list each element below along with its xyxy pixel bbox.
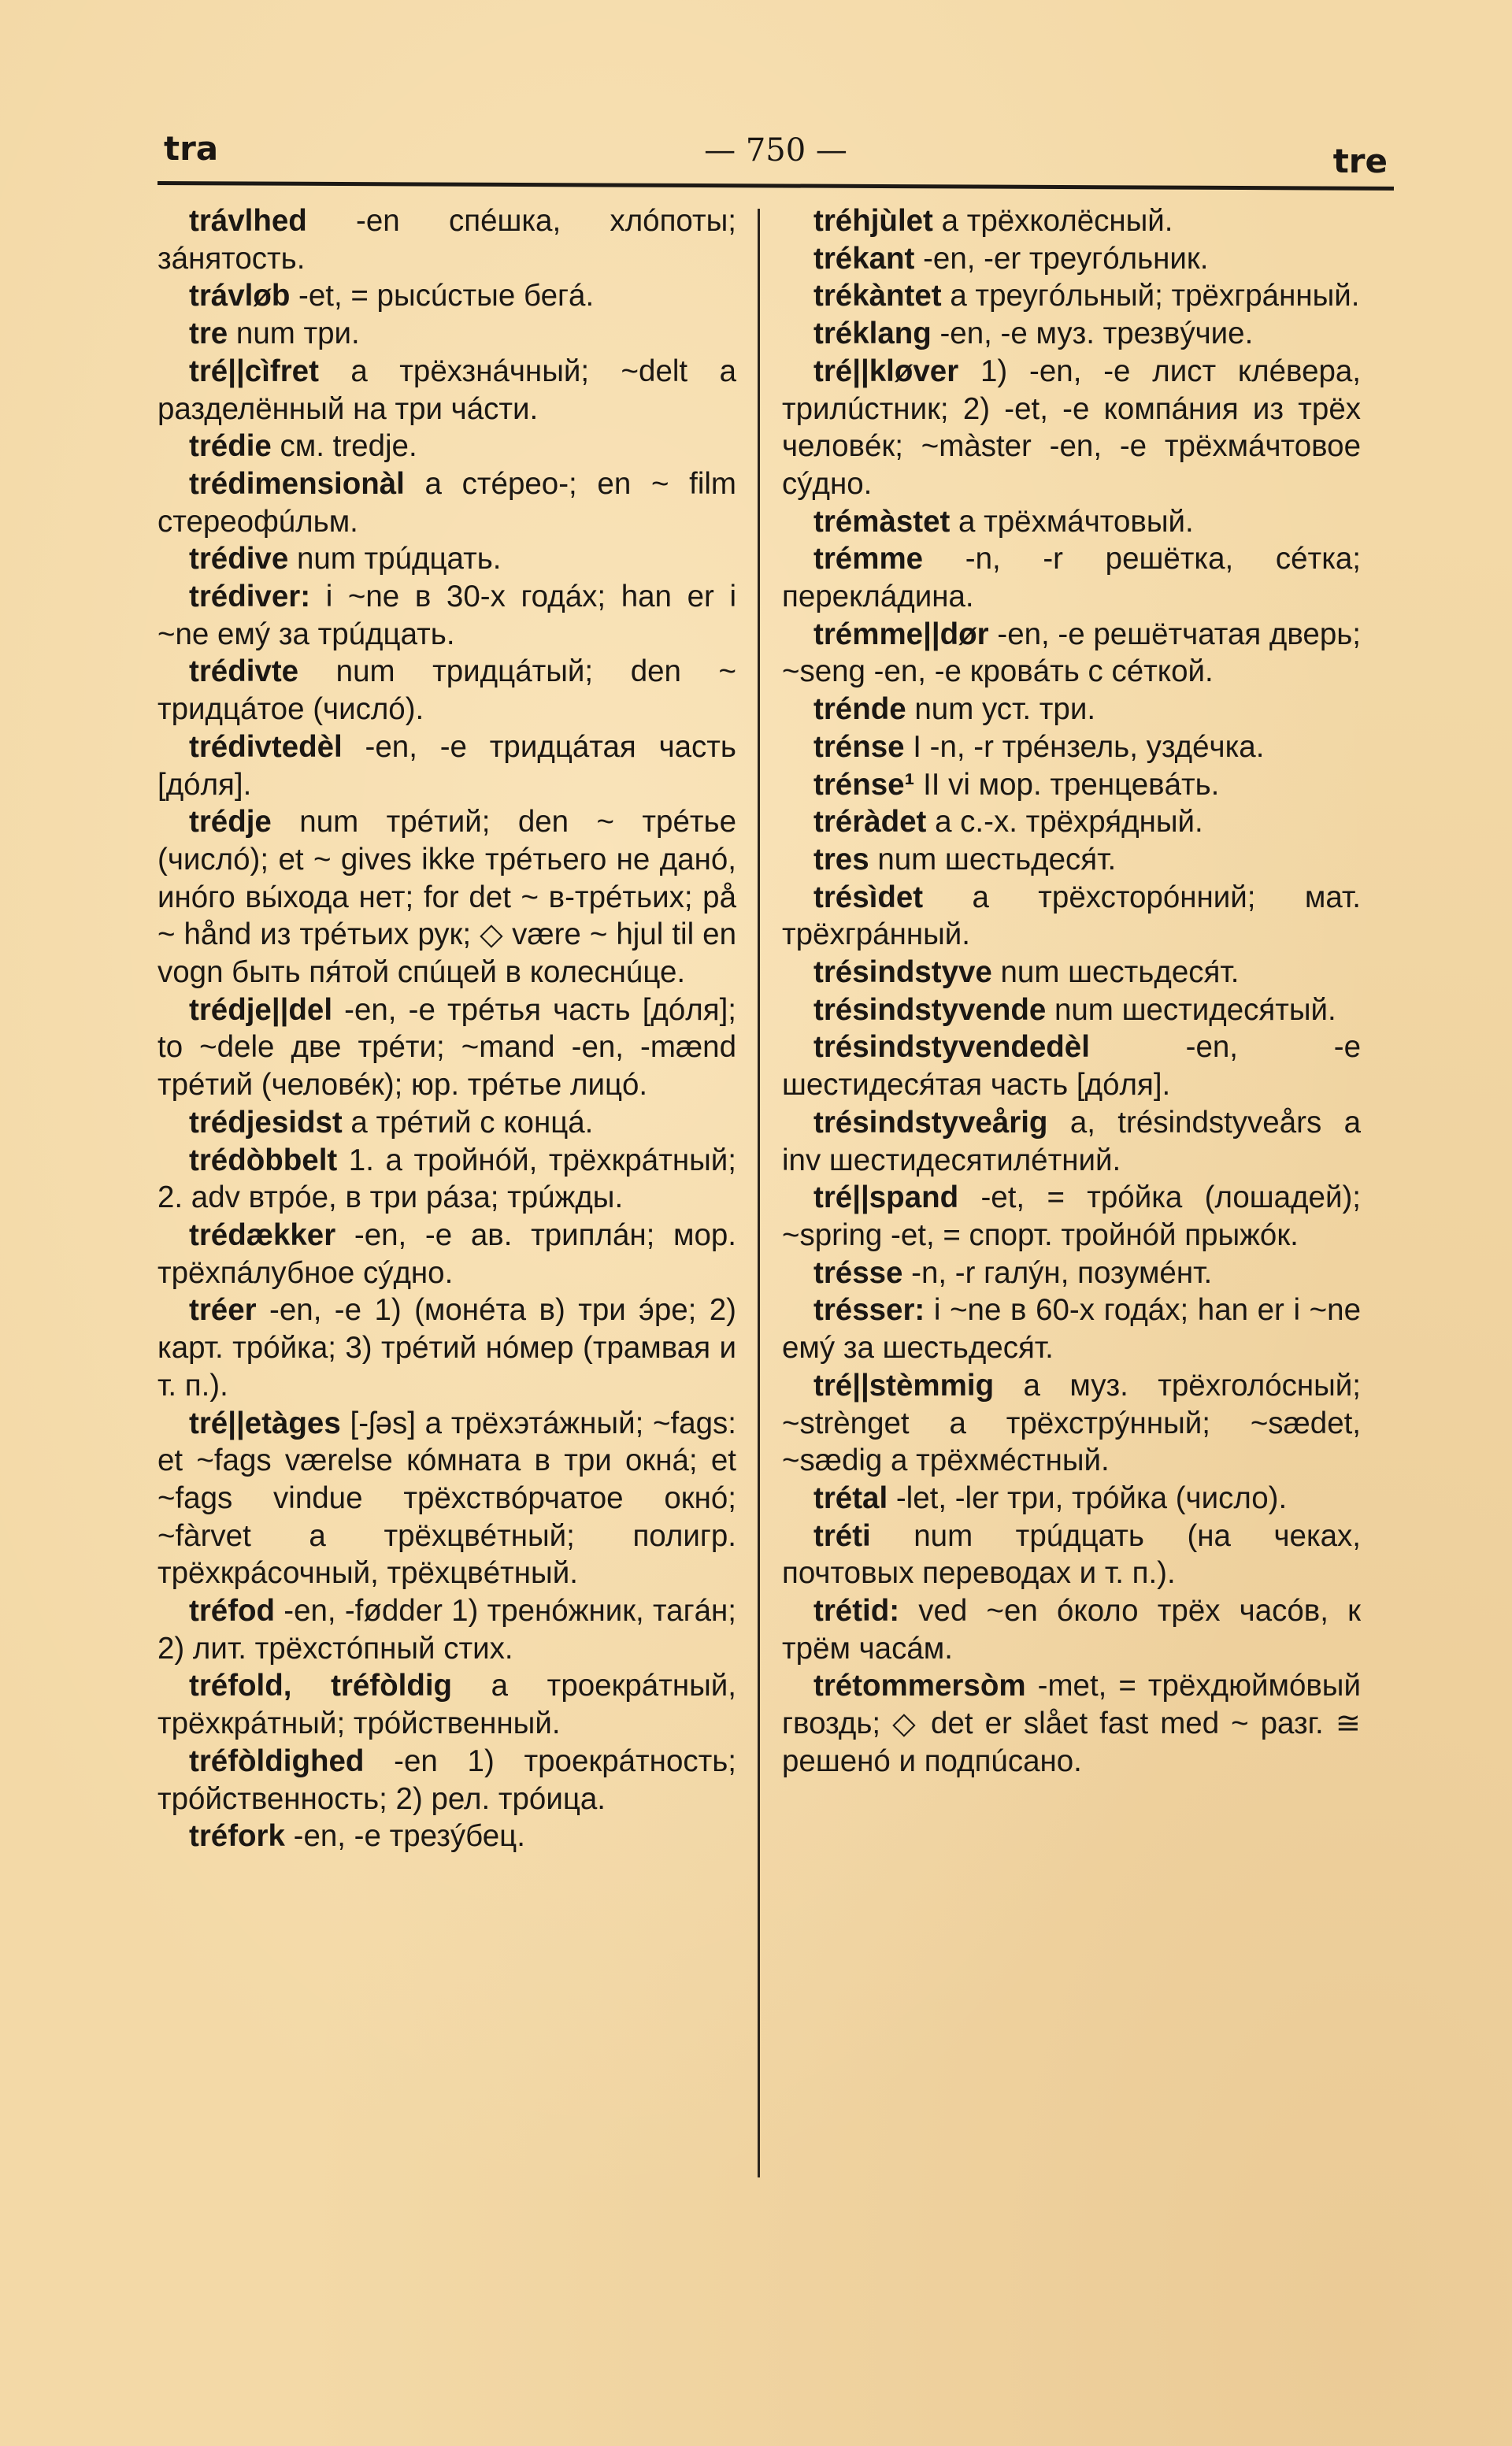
entry-definition: a трёхзнáчный; ~delt a разделённый на три чáсти. bbox=[158, 354, 736, 426]
dictionary-entry bbox=[158, 315, 736, 353]
entry-headword: trédivte bbox=[189, 654, 299, 689]
entry-definition: [-ʃəs] a трёхэтáжный; ~fags: et ~fags værelse кóмната в три окнá; et ~fags vindue трёхствóрчатое oкнó; ~fàrvet a трёхцвéтный; полигр. трёхкрáсочный, трёхцвéтный. bbox=[158, 1406, 736, 1591]
entry-definition: num тридцáтый; den ~ тридцáтое (числó). bbox=[158, 654, 736, 727]
entry-headword: trédiver: bbox=[189, 580, 311, 614]
entry-definition: a, trésindstyveårs a inv шестидесятилéтний. bbox=[782, 1105, 1361, 1177]
dictionary-entry bbox=[782, 277, 1361, 315]
entry-headword: trésindstyvendedèl bbox=[813, 1030, 1090, 1065]
entry-definition: num трéтий; den ~ трéтье (числó); et ~ gives ikke трéтьего не данó, инóго вы́хода нет; for det ~ в-трéтьих; på ~ hånd из трéтьих рук; ◇ være ~ hjul til en vogn быть пя́той спúцей в колеснúце. bbox=[158, 805, 736, 990]
entry-definition: a трёхмáчтовый. bbox=[950, 504, 1194, 539]
entry-definition: num трúдцать (на чеках, почтовых переводах и т. п.). bbox=[782, 1518, 1361, 1591]
entry-headword: trédie bbox=[189, 429, 272, 464]
header-rule bbox=[158, 181, 1394, 191]
entry-headword: tréfork bbox=[189, 1819, 285, 1854]
entry-headword: trénde bbox=[813, 692, 906, 727]
entry-headword: trétid: bbox=[813, 1594, 900, 1629]
entry-headword: trénse bbox=[813, 729, 905, 764]
entry-headword: tréti bbox=[813, 1518, 871, 1553]
entry-headword: trétommersòm bbox=[813, 1669, 1026, 1703]
dictionary-entry bbox=[158, 803, 736, 991]
dictionary-entry bbox=[158, 540, 736, 578]
entry-headword: trékant bbox=[813, 241, 915, 276]
entry-definition: -en, -e тридцáтая часть [дóля]. bbox=[158, 729, 736, 802]
entry-headword: trédjesidst bbox=[189, 1105, 343, 1140]
entry-headword: trésindstyvende bbox=[813, 992, 1047, 1027]
entry-definition: II vi мор. тренцевáть. bbox=[914, 767, 1220, 802]
entry-headword: trésìdet bbox=[813, 880, 924, 914]
dictionary-entry bbox=[782, 691, 1361, 728]
dictionary-entry bbox=[782, 1292, 1361, 1366]
entry-definition: 1. a тройнóй, трёхкрáтный; 2. adv втрóе, в три рáза; трúжды. bbox=[158, 1143, 736, 1215]
entry-definition: -en, -fødder 1) тренóжник, тагáн; 2) лит. трёхстóпный стих. bbox=[158, 1594, 736, 1666]
entry-headword: tréklang bbox=[813, 317, 932, 351]
entry-headword: trédækker bbox=[189, 1217, 336, 1252]
dictionary-entry bbox=[782, 879, 1361, 954]
entry-definition: -en 1) троекрáтность; трóйственность; 2) рел. трóица. bbox=[158, 1744, 736, 1816]
entry-definition: a трёхсторóнний; мат. трёхгрáнный. bbox=[782, 880, 1361, 952]
entry-headword: trétal bbox=[813, 1481, 888, 1515]
dictionary-entry bbox=[158, 991, 736, 1104]
entry-headword: trávløb bbox=[189, 279, 291, 313]
dictionary-entry bbox=[158, 202, 736, 277]
dictionary-entry bbox=[782, 1667, 1361, 1780]
entry-definition: a с.-х. трёхря́дный. bbox=[926, 805, 1203, 839]
dictionary-entry bbox=[782, 1592, 1361, 1667]
dictionary-entry bbox=[158, 728, 736, 803]
entry-definition: num шестьдеся́т. bbox=[991, 955, 1240, 990]
dictionary-entry bbox=[158, 277, 736, 315]
entry-definition: -n, -r решётка, сéтка; переклáдина. bbox=[782, 542, 1361, 614]
entry-definition: a муз. трёхголóсный; ~strènget a трёхстрýнный; ~sædet, ~sædig a трёхмéстный. bbox=[782, 1368, 1361, 1478]
dictionary-entry bbox=[782, 1367, 1361, 1480]
entry-headword: trémàstet bbox=[813, 504, 951, 539]
entry-definition: -en, -e шестидеся́тая часть [дóля]. bbox=[782, 1030, 1361, 1103]
entry-headword: trávlhed bbox=[189, 204, 307, 238]
entry-definition: num трúдцать. bbox=[288, 542, 502, 576]
entry-headword: trédivtedèl bbox=[189, 729, 343, 764]
entry-definition: -en, -e ав. триплáн; мор. трёхпáлубное сýдно. bbox=[158, 1217, 736, 1290]
entry-definition: -et, = трóйка (лошадей); ~spring -et, = спорт. тройнóй прыжóк. bbox=[782, 1180, 1361, 1252]
dictionary-entry bbox=[158, 1818, 736, 1855]
entry-headword: tré||stèmmig bbox=[813, 1368, 995, 1403]
entry-definition: -en, -e трéтья часть [дóля]; to ~dele две трéти; ~mand -en, -mænd трéтий (человéк); юр. трéтье лицó. bbox=[158, 992, 736, 1103]
entry-definition: i ~ne в 60-х годáх; han er i ~ne емý за шестьдеся́т. bbox=[782, 1293, 1361, 1366]
entry-headword: trémme||dør bbox=[813, 617, 989, 651]
entry-definition: I -n, -r трéнзель, уздéчка. bbox=[904, 729, 1265, 764]
dictionary-entry bbox=[782, 202, 1361, 240]
entry-definition: -et, = рысúстые бегá. bbox=[290, 279, 595, 313]
entry-definition: a треугóльный; трёхгрáнный. bbox=[941, 279, 1360, 313]
dictionary-entry bbox=[158, 653, 736, 728]
entry-headword: trésse bbox=[813, 1255, 903, 1290]
dictionary-entry bbox=[158, 1292, 736, 1404]
dictionary-entry bbox=[782, 1518, 1361, 1592]
entry-headword: tré||cìfret bbox=[189, 354, 319, 388]
dictionary-entry bbox=[782, 1480, 1361, 1518]
dictionary-entry bbox=[158, 428, 736, 465]
dictionary-entry bbox=[158, 578, 736, 653]
dictionary-entry bbox=[782, 503, 1361, 541]
entry-headword: trédive bbox=[189, 542, 289, 576]
entry-definition: -en, -er треугóльник. bbox=[914, 241, 1209, 276]
page-number: — 750 — bbox=[704, 132, 847, 169]
columns bbox=[158, 202, 1394, 2177]
dictionary-entry bbox=[158, 1217, 736, 1292]
dictionary-entry bbox=[158, 1405, 736, 1593]
entry-definition: -n, -r галýн, позумéнт. bbox=[902, 1255, 1213, 1290]
entry-definition: num шестьдеся́т. bbox=[869, 842, 1117, 876]
dictionary-entry bbox=[782, 240, 1361, 278]
entry-definition: -en, -e 1) (монéта в) три э́ре; 2) карт. трóйка; 3) трéтий нóмер (трамвая и т. п.). bbox=[158, 1293, 736, 1403]
dictionary-entry bbox=[782, 1179, 1361, 1254]
entry-definition: i ~ne в 30-х годáх; han er i ~ne емý за трúдцать. bbox=[158, 580, 736, 651]
entry-headword: trédimensionàl bbox=[189, 466, 405, 501]
entry-headword: tréer bbox=[189, 1293, 257, 1328]
dictionary-entry bbox=[782, 540, 1361, 615]
dictionary-entry bbox=[158, 1667, 736, 1742]
entry-headword: trédòbbelt bbox=[189, 1143, 338, 1177]
entry-headword: tres bbox=[813, 842, 869, 876]
entry-headword: tréfod bbox=[189, 1594, 276, 1629]
page-header bbox=[158, 118, 1394, 180]
entry-definition: -let, -ler три, трóйка (число). bbox=[888, 1481, 1288, 1515]
entry-definition: -en, -e муз. трезвýчие. bbox=[931, 317, 1254, 351]
entry-headword: tre bbox=[189, 317, 228, 351]
header-left-guide-word: tra bbox=[164, 129, 219, 168]
dictionary-entry bbox=[158, 1104, 736, 1142]
entry-headword: tréfold, tréfòldig bbox=[189, 1669, 453, 1703]
entry-definition: a трéтий с концá. bbox=[342, 1105, 594, 1140]
dictionary-entry bbox=[782, 728, 1361, 766]
entry-definition: 1) -en, -e лист клéвера, трилúстник; 2) -et, -e компáния из трёх человéк; ~màster -en, -e трёхмáчтовое сýдно. bbox=[782, 354, 1361, 501]
dictionary-entry bbox=[782, 1255, 1361, 1292]
entry-definition: -en, -e трезýбец. bbox=[284, 1819, 525, 1854]
entry-headword: trénse¹ bbox=[813, 767, 915, 802]
entry-headword: tréhjùlet bbox=[813, 204, 933, 238]
entry-headword: tré||spand bbox=[813, 1180, 959, 1215]
dictionary-entry bbox=[782, 616, 1361, 691]
entry-headword: trékàntet bbox=[813, 279, 942, 313]
entry-definition: a троекрáтный, трёхкрáтный; трóйственный. bbox=[158, 1669, 736, 1741]
entry-definition: -en, -e решётчатая дверь; ~seng -en, -e кровáть с сéткой. bbox=[782, 617, 1361, 689]
dictionary-entry bbox=[782, 766, 1361, 804]
entry-definition: num шестидеся́тый. bbox=[1046, 992, 1336, 1027]
entry-headword: tré||kløver bbox=[813, 354, 959, 388]
entry-headword: trésindstyve bbox=[813, 955, 992, 990]
entry-definition: num уст. три. bbox=[906, 692, 1096, 727]
dictionary-entry bbox=[782, 991, 1361, 1029]
entry-definition: -met, = трёхдюймóвый гвоздь; ◇ det er slået fast med ~ разг. ≅ решенó и подпúсано. bbox=[782, 1669, 1361, 1778]
right-column bbox=[760, 202, 1361, 2177]
entry-headword: trémme bbox=[813, 542, 924, 576]
dictionary-entry bbox=[782, 1028, 1361, 1103]
entry-headword: tréràdet bbox=[813, 805, 927, 839]
left-column bbox=[158, 202, 758, 2177]
entry-headword: tré||etàges bbox=[189, 1406, 341, 1440]
dictionary-entry bbox=[158, 1592, 736, 1667]
dictionary-entry bbox=[782, 315, 1361, 353]
dictionary-entry bbox=[782, 353, 1361, 503]
dictionary-entry bbox=[782, 954, 1361, 991]
entry-headword: tréfòldighed bbox=[189, 1744, 365, 1778]
dictionary-entry bbox=[782, 1104, 1361, 1179]
entry-headword: trédje bbox=[189, 805, 272, 839]
dictionary-entry bbox=[158, 353, 736, 428]
dictionary-entry bbox=[158, 1142, 736, 1217]
entry-headword: trédje||del bbox=[189, 992, 333, 1027]
entry-definition: ved ~en óколо трёх часóв, к трём часáм. bbox=[782, 1594, 1361, 1666]
entry-definition: -en спéшка, хлóпоты; зáнятость. bbox=[158, 204, 736, 276]
entry-headword: trésindstyveårig bbox=[813, 1105, 1048, 1140]
header-right-guide-word: tre bbox=[1332, 142, 1388, 180]
entry-definition: см. tredje. bbox=[271, 429, 417, 464]
dictionary-entry bbox=[158, 1743, 736, 1818]
dictionary-entry bbox=[158, 465, 736, 540]
entry-definition: a стéрео-; en ~ film стереофúльм. bbox=[158, 466, 736, 539]
dictionary-entry bbox=[782, 841, 1361, 879]
entry-headword: trésser: bbox=[813, 1293, 925, 1328]
entry-definition: a трёхколёсный. bbox=[932, 204, 1173, 238]
entry-definition: num три. bbox=[228, 317, 360, 351]
dictionary-entry bbox=[782, 803, 1361, 841]
